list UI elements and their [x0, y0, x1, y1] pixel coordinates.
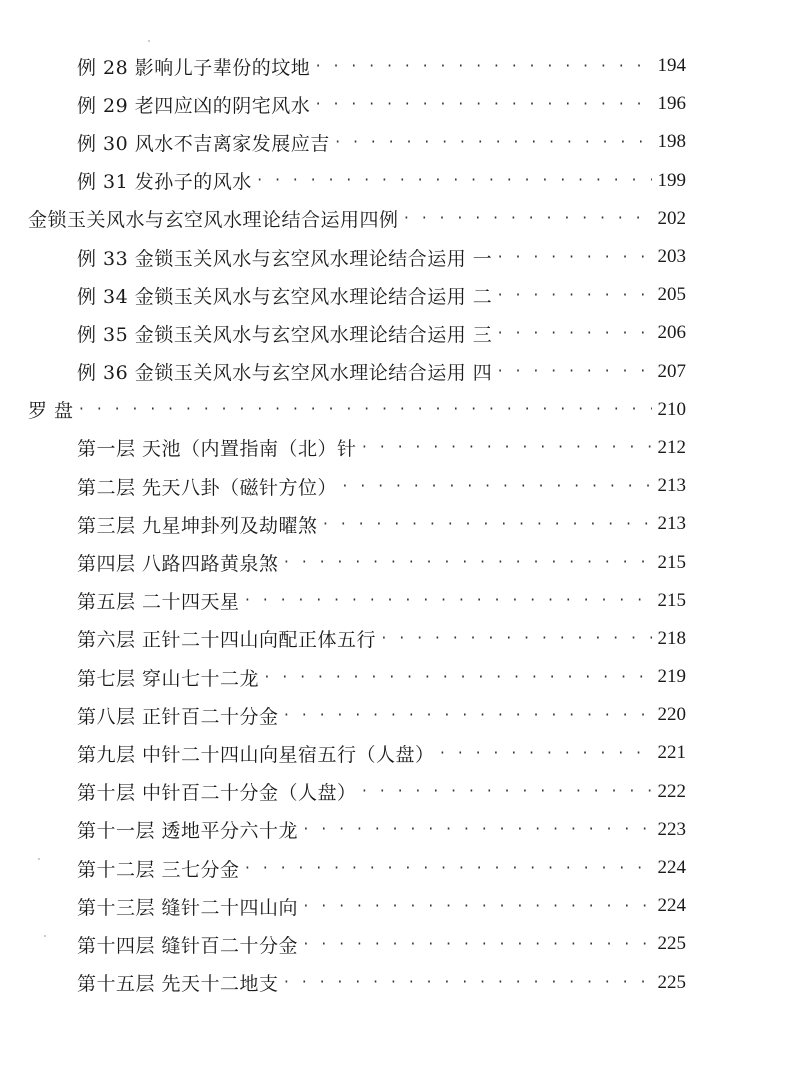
toc-entry-title: 例 30 风水不吉离家发展应吉 — [77, 129, 334, 156]
toc-entry — [0, 162, 795, 200]
toc-entry-title: 第十三层 缝针二十四山向 — [77, 893, 302, 920]
toc-entry — [0, 734, 795, 772]
toc-entry-title: 例 36 金锁玉关风水与玄空风水理论结合运用 四 — [77, 358, 496, 385]
toc-entry-page: 224 — [652, 895, 687, 917]
toc-entry-title: 第一层 天池（内置指南（北）针 — [77, 434, 361, 461]
toc-entry — [0, 620, 795, 658]
toc-entry-title: 第十五层 先天十二地支 — [77, 969, 283, 996]
toc-entry — [0, 582, 795, 620]
toc-entry-title: 第六层 正针二十四山向配正体五行 — [77, 625, 380, 652]
toc-entry-title: 第八层 正针百二十分金 — [77, 702, 283, 729]
toc-entry-page: 205 — [652, 284, 687, 306]
toc-entry-page: 196 — [652, 93, 687, 115]
scan-speck — [38, 858, 40, 860]
toc-entry-page: 215 — [652, 552, 687, 574]
toc-entry — [0, 773, 795, 811]
toc-entry-title: 第七层 穿山七十二龙 — [77, 664, 263, 691]
toc-entry — [0, 849, 795, 887]
toc-entry-title: 第十一层 透地平分六十龙 — [77, 816, 302, 843]
toc-entry — [0, 811, 795, 849]
toc-entry — [0, 85, 795, 123]
toc-entry — [0, 658, 795, 696]
toc-entry-title: 第三层 九星坤卦列及劫曜煞 — [77, 511, 322, 538]
dot-leader — [334, 133, 686, 152]
dot-leader — [322, 515, 686, 534]
toc-entry-page: 206 — [652, 322, 687, 344]
dot-leader — [403, 209, 686, 228]
dot-leader — [78, 400, 686, 419]
toc-entry-page: 218 — [652, 628, 687, 650]
toc-entry-page: 225 — [652, 933, 687, 955]
dot-leader — [244, 859, 686, 878]
toc-entry — [0, 276, 795, 314]
toc-entry-page: 203 — [652, 246, 687, 268]
dot-leader — [314, 95, 686, 114]
toc-entry — [0, 314, 795, 352]
toc-entry-page: 222 — [652, 781, 687, 803]
toc-section-heading — [0, 200, 795, 238]
toc-entry-title: 第十二层 三七分金 — [77, 855, 244, 882]
toc-entry — [0, 964, 795, 1002]
toc-entry-page: 221 — [652, 742, 687, 764]
toc-entry-page: 224 — [652, 857, 687, 879]
toc-entry-title: 例 28 影响儿子辈份的坟地 — [77, 53, 314, 80]
toc-entry-page: 213 — [652, 513, 687, 535]
toc-entry-page: 212 — [652, 437, 687, 459]
toc-entry-title: 例 31 发孙子的风水 — [77, 167, 256, 194]
toc-entry-page: 215 — [652, 590, 687, 612]
toc-entry — [0, 505, 795, 543]
dot-leader — [256, 171, 686, 190]
toc-entry-title: 第九层 中针二十四山向星宿五行（人盘） — [77, 740, 439, 767]
dot-leader — [314, 57, 686, 76]
toc-entry-title: 第五层 二十四天星 — [77, 587, 244, 614]
toc-entry-page: 202 — [652, 208, 687, 230]
toc-entry-page: 223 — [652, 819, 687, 841]
dot-leader — [380, 629, 686, 648]
toc-entry-page: 210 — [652, 399, 687, 421]
toc-entry-title: 第十四层 缝针百二十分金 — [77, 931, 302, 958]
dot-leader — [361, 438, 686, 457]
dot-leader — [302, 897, 686, 916]
table-of-contents — [0, 47, 795, 1002]
toc-entry-page: 219 — [652, 666, 687, 688]
toc-entry-title: 第二层 先天八卦（磁针方位） — [77, 473, 341, 500]
dot-leader — [439, 744, 686, 763]
toc-entry-page: 225 — [652, 972, 687, 994]
dot-leader — [361, 782, 686, 801]
toc-entry-page: 220 — [652, 704, 687, 726]
dot-leader — [283, 973, 686, 992]
toc-entry-title: 第四层 八路四路黄泉煞 — [77, 549, 283, 576]
dot-leader — [244, 591, 686, 610]
toc-entry — [0, 47, 795, 85]
toc-entry — [0, 429, 795, 467]
toc-entry — [0, 887, 795, 925]
dot-leader — [302, 820, 686, 839]
toc-entry — [0, 696, 795, 734]
dot-leader — [341, 477, 686, 496]
toc-entry — [0, 123, 795, 161]
toc-section-heading — [0, 391, 795, 429]
toc-entry — [0, 467, 795, 505]
dot-leader — [263, 668, 686, 687]
toc-entry-title: 第十层 中针百二十分金（人盘） — [77, 778, 361, 805]
toc-entry-title: 例 29 老四应凶的阴宅风水 — [77, 91, 314, 118]
scan-speck — [44, 935, 46, 937]
toc-entry — [0, 238, 795, 276]
toc-entry — [0, 543, 795, 581]
toc-entry-page: 199 — [652, 170, 687, 192]
toc-entry — [0, 925, 795, 963]
dot-leader — [283, 553, 686, 572]
toc-entry-page: 194 — [652, 55, 687, 77]
toc-entry-page: 213 — [652, 475, 687, 497]
toc-entry-title: 例 33 金锁玉关风水与玄空风水理论结合运用 一 — [77, 244, 496, 271]
dot-leader — [302, 935, 686, 954]
toc-entry-title: 例 35 金锁玉关风水与玄空风水理论结合运用 三 — [77, 320, 496, 347]
toc-entry-title: 例 34 金锁玉关风水与玄空风水理论结合运用 二 — [77, 282, 496, 309]
scan-speck — [148, 40, 150, 42]
toc-entry-title: 金锁玉关风水与玄空风水理论结合运用四例 — [28, 205, 403, 232]
toc-entry-page: 198 — [652, 131, 687, 153]
toc-entry — [0, 353, 795, 391]
toc-entry-title: 罗 盘 — [28, 396, 78, 423]
toc-entry-page: 207 — [652, 361, 687, 383]
dot-leader — [283, 706, 686, 725]
